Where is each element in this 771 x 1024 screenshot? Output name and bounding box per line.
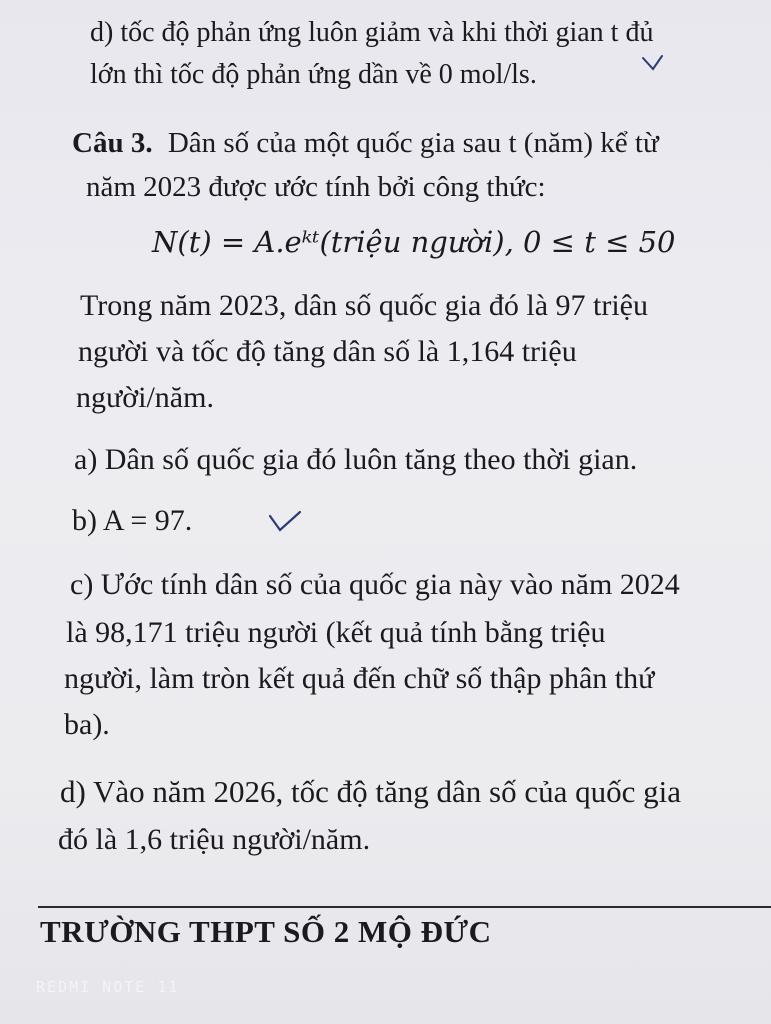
formula: N(t) = A.eᵏᵗ(triệu người), 0 ≤ t ≤ 50 <box>152 225 676 259</box>
question-text-line1: Dân số của một quốc gia sau t (năm) kể từ <box>167 127 659 159</box>
paragraph-line2: người và tốc độ tăng dân số là 1,164 triệu <box>78 335 577 368</box>
question-label: Câu 3. <box>72 127 153 159</box>
option-c-line2: là 98,171 triệu người (kết quả tính bằng triệu <box>66 616 606 649</box>
option-c-line4: ba). <box>64 708 110 741</box>
divider <box>38 906 771 908</box>
option-c-line3: người, làm tròn kết quả đến chữ số thập phân thứ <box>64 662 655 695</box>
paragraph-line1: Trong năm 2023, dân số quốc gia đó là 97 triệu <box>80 289 648 322</box>
option-b: b) A = 97. <box>72 504 193 537</box>
check-mark-icon <box>266 506 306 536</box>
option-c-line1: c) Ước tính dân số của quốc gia này vào năm 2024 <box>70 568 680 601</box>
option-d-prev-line2: lớn thì tốc độ phản ứng dần về 0 mol/ls. <box>90 59 537 90</box>
option-d-line1: d) Vào năm 2026, tốc độ tăng dân số của quốc gia <box>60 774 681 809</box>
option-a: a) Dân số quốc gia đó luôn tăng theo thời gian. <box>74 443 638 476</box>
camera-watermark: REDMI NOTE 11 <box>36 978 180 996</box>
option-d-prev-line1: d) tốc độ phản ứng luôn giảm và khi thời gian t đủ <box>90 17 654 48</box>
check-mark-icon <box>640 52 670 76</box>
school-name-footer: TRƯỜNG THPT SỐ 2 MỘ ĐỨC <box>40 914 492 949</box>
paragraph-line3: người/năm. <box>76 381 214 414</box>
question-line2: năm 2023 được ước tính bởi công thức: <box>86 171 546 203</box>
question-line1 <box>72 126 659 160</box>
option-d-line2: đó là 1,6 triệu người/năm. <box>58 823 371 856</box>
